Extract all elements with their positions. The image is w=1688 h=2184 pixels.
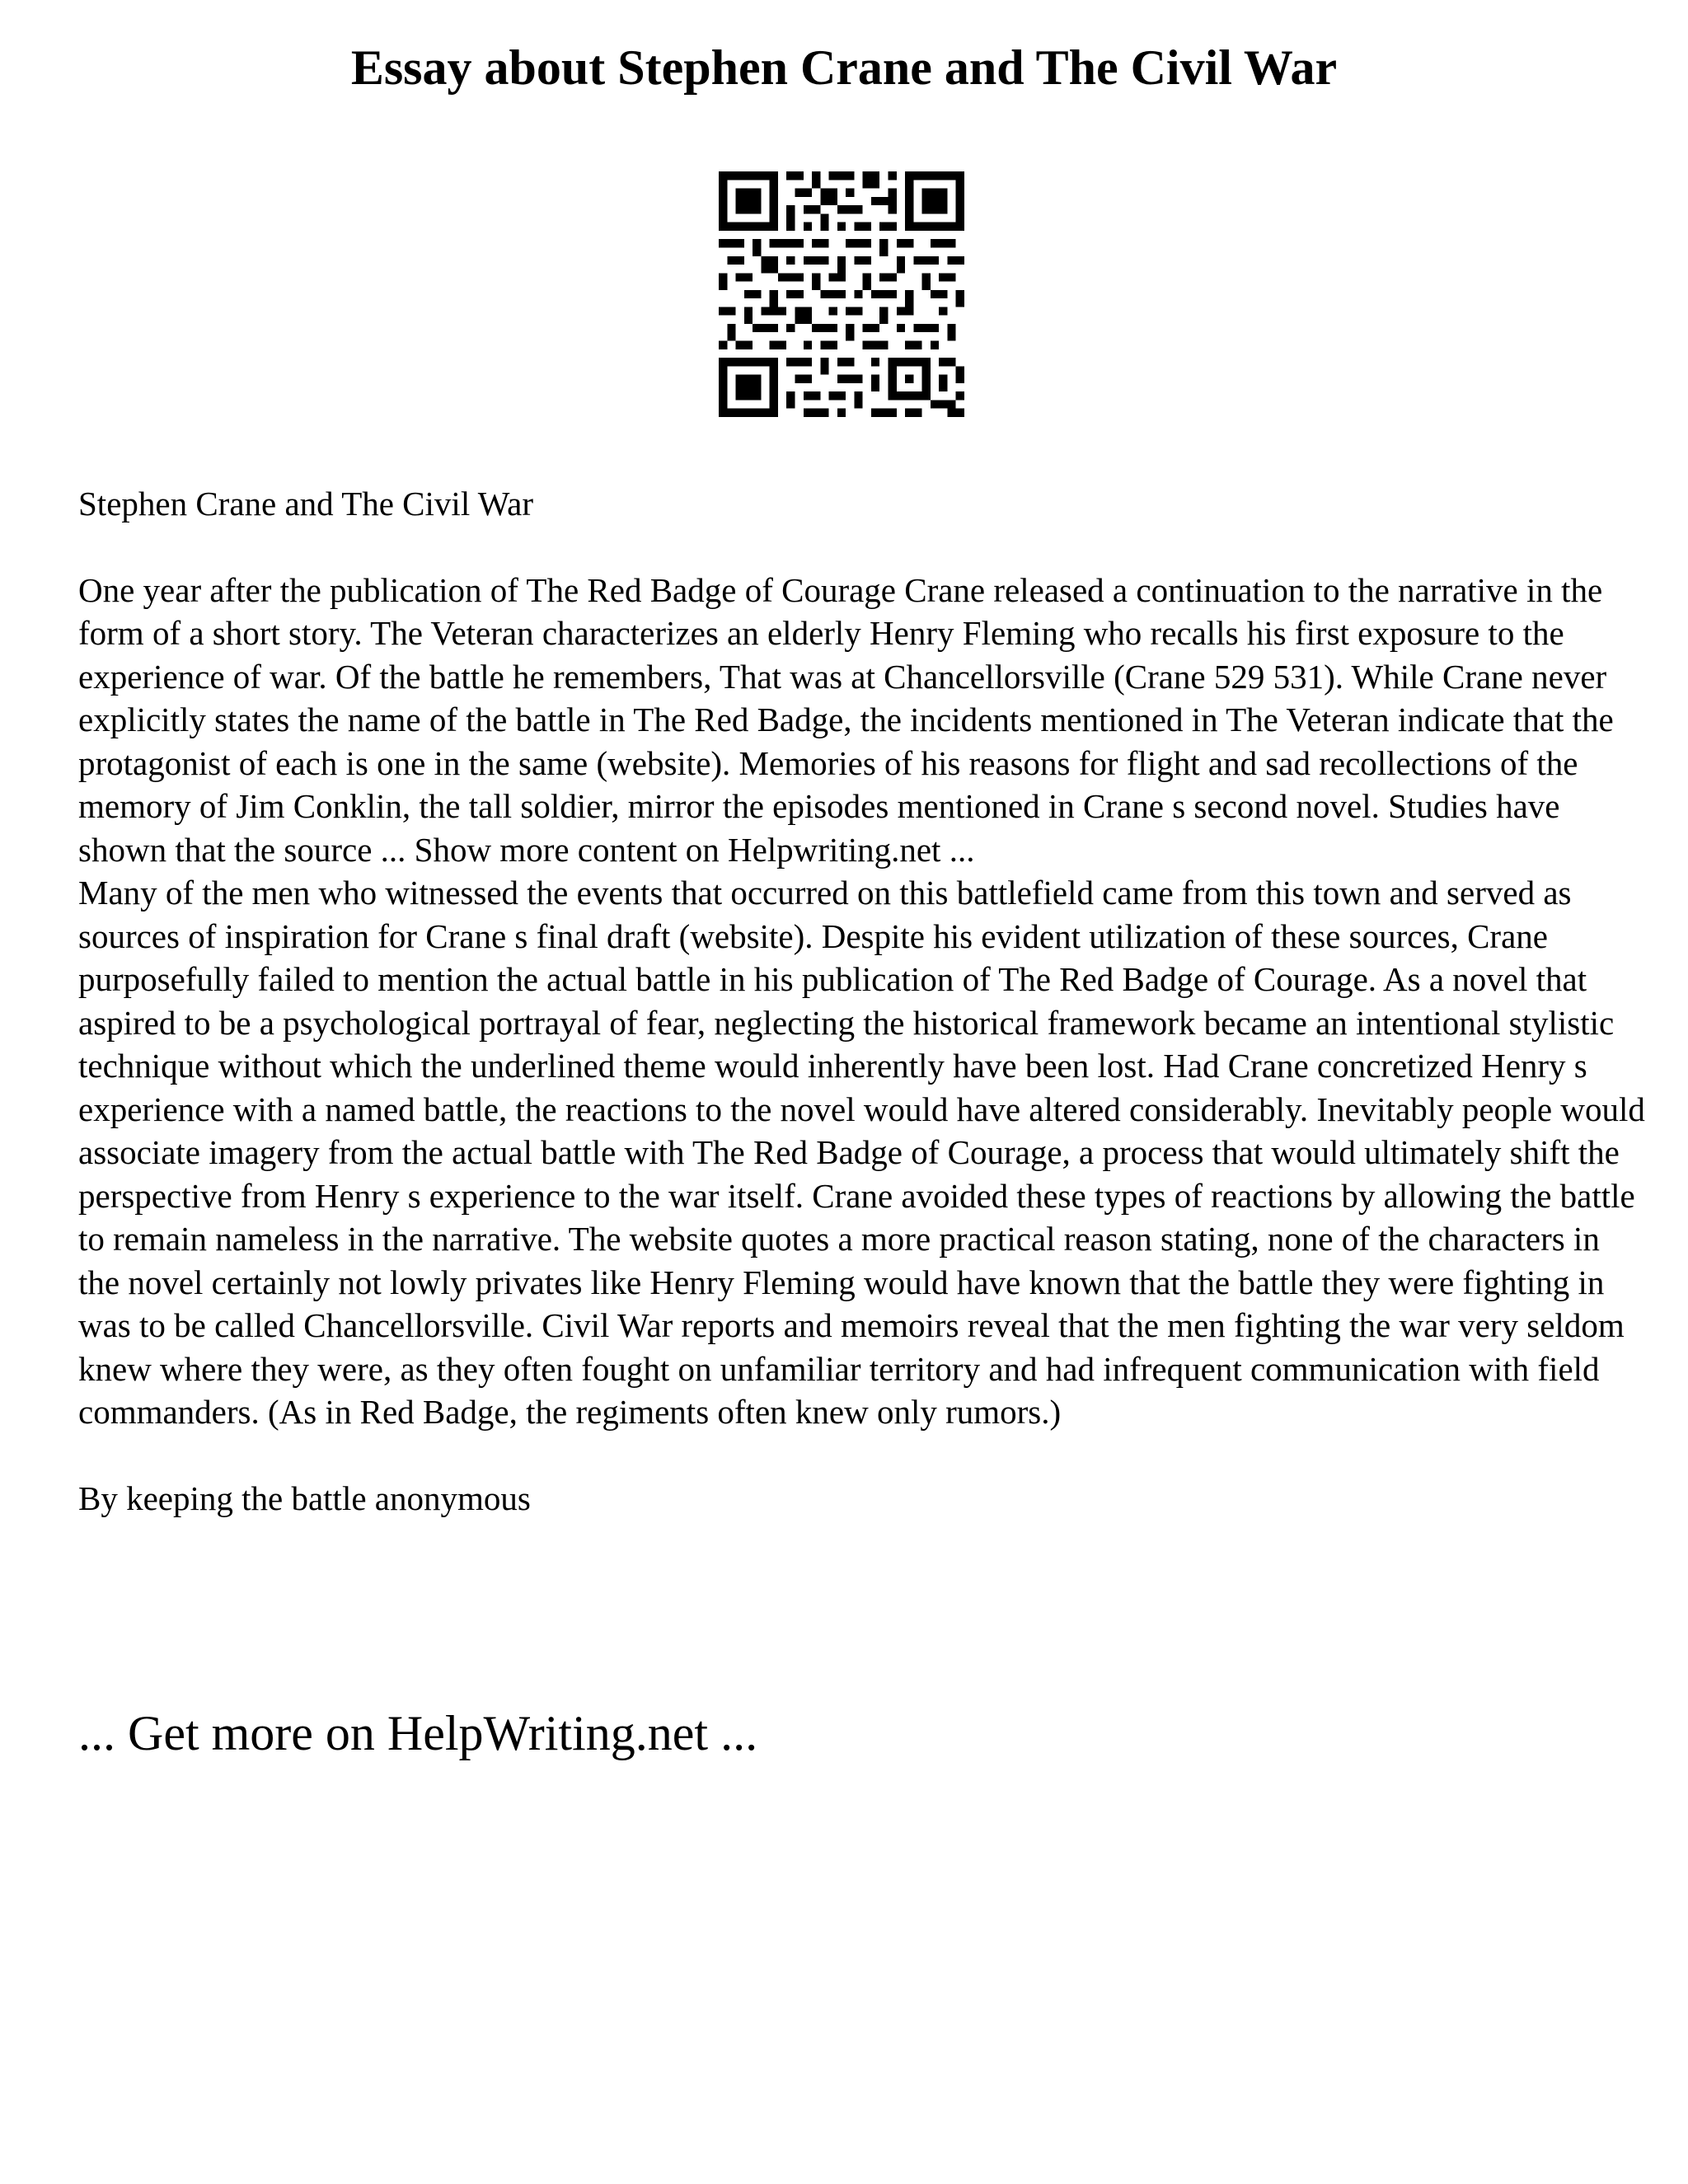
essay-paragraph: Many of the men who witnessed the events that occurred on this battlefield came from this town and served as sources of inspiration for Crane s final draft (website). Despite his evident utilization of these sources, Crane purposefully failed to mention the actual battle in his publication of The Red Badge of Courage. As a novel that aspired to be a psychological portrayal of fear, neglecting the historical framework became an intentional stylistic technique without which the underlined theme would inherently have been lost. Had Crane concretized Henry s experience with a named battle, the reactions to the novel would have altered considerably. Inevitably people would associate imagery from the actual battle with The Red Badge of Courage, a process that would ultimately shift the perspective from Henry s experience to the war itself. Crane avoided these types of reactions by allowing the battle to remain nameless in the narrative. The website quotes a more practical reason stating, none of the characters in the novel certainly not lowly privates like Henry Fleming would have known that the battle they were fighting in was to be called Chancellorsville. Civil War reports and memoirs reveal that the men fighting the war very seldom knew where they were, as they often fought on unfamiliar territory and had infrequent communication with field commanders. (As in Red Badge, the regiments often knew only rumors.) [78, 874, 1645, 1431]
get-more-link[interactable]: ... Get more on HelpWriting.net ... [78, 1706, 758, 1760]
page-title: Essay about Stephen Crane and The Civil War [350, 40, 1338, 95]
spacer [78, 526, 1648, 569]
essay-paragraph: By keeping the battle anonymous [78, 1479, 531, 1517]
qr-code-graphic [719, 171, 964, 417]
spacer [78, 1434, 1648, 1477]
qr-code-icon[interactable] [719, 171, 964, 417]
essay-paragraph: One year after the publication of The Red Badge of Courage Crane released a continuation to the narrative in the form of a short story. The Veteran characterizes an elderly Henry Fleming who recalls his first exposure to the experience of war. Of the battle he remembers, That was at Chancellorsville (Crane 529 531). While Crane never explicitly states the name of the battle in The Red Badge, the incidents mentioned in The Veteran indicate that the protagonist of each is one in the same (website). Memories of his reasons for flight and sad recollections of the memory of Jim Conklin, the tall soldier, mirror the episodes mentioned in Crane s second novel. Studies have shown that the source ... Show more content on Helpwriting.net ... [78, 570, 1614, 869]
essay-subtitle: Stephen Crane and The Civil War [78, 485, 533, 523]
essay-body [78, 482, 1648, 1520]
